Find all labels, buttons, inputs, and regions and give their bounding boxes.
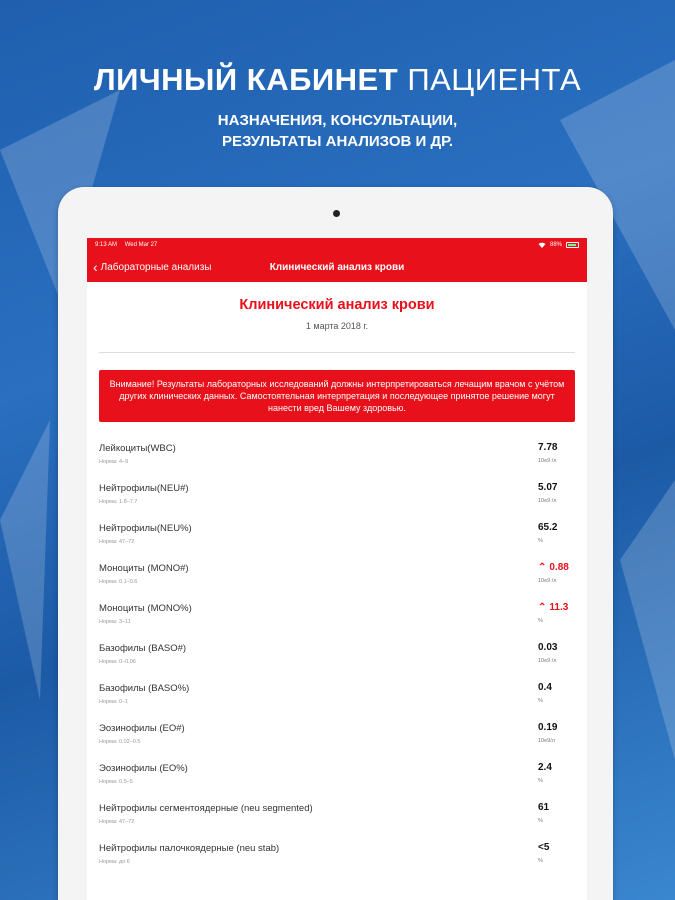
result-row[interactable] <box>87 601 587 641</box>
result-unit: 10e9 /л <box>538 458 557 464</box>
wifi-icon <box>538 242 546 248</box>
result-norm: Норма: 0.5–5 <box>99 779 133 785</box>
tablet-camera <box>333 210 340 217</box>
result-name: Моноциты (MONO%) <box>99 603 192 614</box>
result-row[interactable] <box>87 801 587 841</box>
result-unit: % <box>538 698 543 704</box>
result-unit: 10e9 /л <box>538 658 557 664</box>
result-name: Базофилы (BASO#) <box>99 643 187 654</box>
result-norm: Норма: 0–1 <box>99 699 129 705</box>
back-button-label: Лабораторные анализы <box>100 261 212 273</box>
result-row[interactable] <box>87 721 587 761</box>
result-value: 5.07 <box>538 482 558 493</box>
result-name: Базофилы (BASO%) <box>99 683 190 694</box>
result-norm: Норма: до 6 <box>99 859 130 865</box>
result-norm: Норма: 4–9 <box>99 459 129 465</box>
up-arrow-icon: ⌃ <box>538 562 547 573</box>
result-unit: 10e9/л <box>538 738 555 744</box>
status-bar <box>87 238 587 252</box>
document-date: 1 марта 2018 г. <box>305 321 369 331</box>
result-value: 0.03 <box>538 642 558 653</box>
battery-icon <box>566 242 579 248</box>
promo-title-bold: ЛИЧНЫЙ КАБИНЕТ <box>93 62 399 97</box>
result-row[interactable] <box>87 521 587 561</box>
status-time: 9:13 AM <box>95 242 118 248</box>
result-row[interactable] <box>87 641 587 681</box>
result-value-text: 11.3 <box>549 602 569 613</box>
result-norm: Норма: 0–0.06 <box>99 659 136 665</box>
result-name: Нейтрофилы сегментоядерные (neu segmented) <box>99 803 313 814</box>
result-value: 65.2 <box>538 522 558 533</box>
warning-banner: Внимание! Результаты лабораторных исследований должны интерпретироваться лечащим врачом с учётом других клинических данных. Самостоятельная интерпретация и последующее принятое решение могут нанести вред Вашему здоровью. <box>99 370 575 422</box>
result-unit: % <box>538 538 543 544</box>
result-value: 2.4 <box>538 762 552 773</box>
result-row[interactable] <box>87 841 587 881</box>
result-value-high <box>538 602 568 613</box>
promo-subtitle <box>0 110 675 152</box>
app-screen <box>87 238 587 900</box>
result-unit: 10e9 /л <box>538 578 557 584</box>
document-title: Клинический анализ крови <box>239 297 435 313</box>
result-unit: % <box>538 618 543 624</box>
promo-title <box>0 62 675 98</box>
result-row[interactable] <box>87 441 587 481</box>
promo-subtitle-line1: НАЗНАЧЕНИЯ, КОНСУЛЬТАЦИИ, <box>217 112 458 129</box>
result-unit: 10e9 /л <box>538 498 557 504</box>
result-row[interactable] <box>87 561 587 601</box>
result-name: Нейтрофилы палочкоядерные (neu stab) <box>99 843 280 854</box>
result-unit: % <box>538 858 543 864</box>
result-name: Лейкоциты(WBC) <box>99 443 176 454</box>
nav-title: Клинический анализ крови <box>269 261 405 273</box>
result-name: Эозинофилы (EO%) <box>99 763 188 774</box>
result-value: 61 <box>538 802 550 813</box>
result-norm: Норма: 47–72 <box>99 539 135 545</box>
nav-bar <box>87 252 587 282</box>
result-value-high <box>538 562 569 573</box>
result-unit: % <box>538 818 543 824</box>
result-value: <5 <box>538 842 550 853</box>
status-date: Wed Mar 27 <box>124 242 158 248</box>
result-row[interactable] <box>87 681 587 721</box>
result-norm: Норма: 0.1–0.6 <box>99 579 138 585</box>
result-norm: Норма: 3–11 <box>99 619 131 625</box>
result-norm: Норма: 1.8–7.7 <box>99 499 138 505</box>
promo-subtitle-line2: РЕЗУЛЬТАТЫ АНАЛИЗОВ И ДР. <box>221 133 454 150</box>
result-row[interactable] <box>87 761 587 801</box>
result-name: Моноциты (MONO#) <box>99 563 189 574</box>
result-name: Нейтрофилы(NEU%) <box>99 523 192 534</box>
result-norm: Норма: 0.02–0.5 <box>99 739 141 745</box>
results-list <box>87 441 587 881</box>
back-chevron-icon: ‹ <box>93 259 98 275</box>
battery-percent: 88% <box>549 242 562 248</box>
result-norm: Норма: 47–72 <box>99 819 135 825</box>
result-row[interactable] <box>87 481 587 521</box>
divider <box>99 352 575 353</box>
result-name: Эозинофилы (EO#) <box>99 723 185 734</box>
result-value: 0.4 <box>538 682 552 693</box>
promo-title-light: ПАЦИЕНТА <box>407 62 582 97</box>
result-value: 0.19 <box>538 722 558 733</box>
result-unit: % <box>538 778 543 784</box>
up-arrow-icon: ⌃ <box>538 602 547 613</box>
result-value-text: 0.88 <box>549 562 569 573</box>
result-name: Нейтрофилы(NEU#) <box>99 483 189 494</box>
result-value: 7.78 <box>538 442 558 453</box>
